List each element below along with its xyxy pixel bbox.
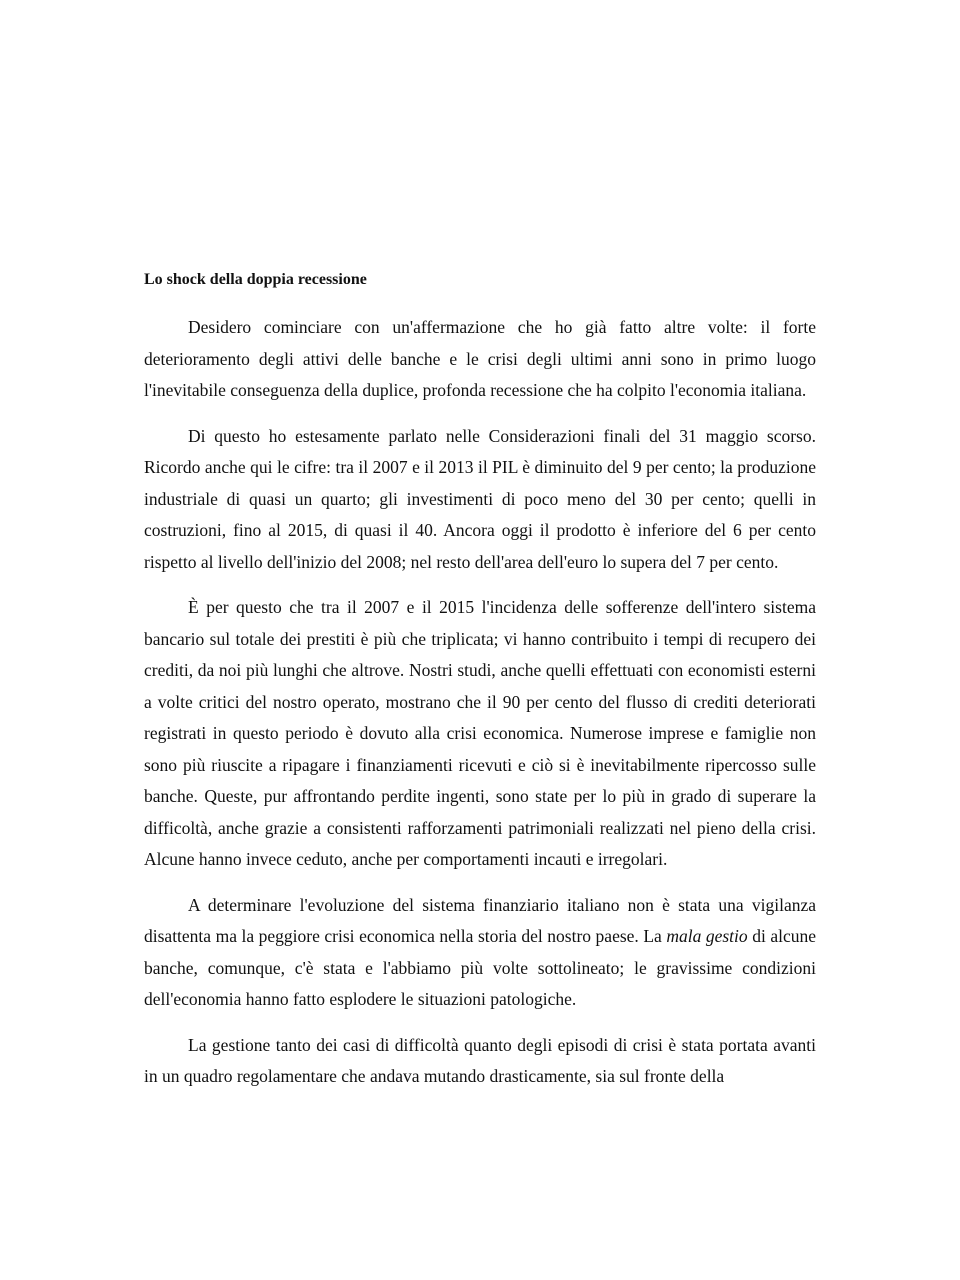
paragraph-1: Desidero cominciare con un'affermazione che ho già fatto altre volte: il forte deterioramento degli attivi delle banche e le crisi degli ultimi anni sono in primo luogo l'inevitabile conseguenza della duplice, profonda recessione che ha colpito l'economia italiana. <box>144 317 816 400</box>
paragraph-3: È per questo che tra il 2007 e il 2015 l'incidenza delle sofferenze dell'intero sistema bancario sul totale dei prestiti è più che triplicata; vi hanno contribuito i tempi di recupero dei crediti, da noi più lunghi che altrove. Nostri studi, anche quelli effettuati con economisti esterni a volte critici del nostro operato, mostrano che il 90 per cento del flusso di crediti deteriorati registrati in questo periodo è dovuto alla crisi economica. Numerose imprese e famiglie non sono più riuscite a ripagare i finanziamenti ricevuti e ciò si è inevitabilmente ripercosso sulle banche. Queste, pur affrontando perdite ingenti, sono state per lo più in grado di superare la difficoltà, anche grazie a consistenti rafforzamenti patrimoniali realizzati nel pieno della crisi. Alcune hanno invece ceduto, anche per comportamenti incauti e irregolari. <box>144 597 816 869</box>
paragraph-4 <box>144 890 816 1016</box>
paragraph-4-italic-term: mala gestio <box>666 926 748 946</box>
paragraph-2: Di questo ho estesamente parlato nelle Considerazioni finali del 31 maggio scorso. Ricordo anche qui le cifre: tra il 2007 e il 2013 il PIL è diminuito del 9 per cento; la produzione industriale di quasi un quarto; gli investimenti di poco meno del 30 per cento; quelli in costruzioni, fino al 2015, di quasi il 40. Ancora oggi il prodotto è inferiore del 6 per cento rispetto al livello dell'inizio del 2008; nel resto dell'area dell'euro lo supera del 7 per cento. <box>144 425 816 572</box>
paragraph-4-text-end: di alcune banche, comunque, c'è stata e l'abbiamo più volte sottolineato; le gravissime condizioni dell'economia hanno fatto esplodere le situazioni patologiche. <box>144 926 816 1009</box>
paragraph-5: La gestione tanto dei casi di difficoltà quanto degli episodi di crisi è stata portata avanti in un quadro regolamentare che andava mutando drasticamente, sia sul fronte della <box>144 1034 816 1086</box>
section-heading: Lo shock della doppia recessione <box>144 271 367 288</box>
paragraph-4-text-start: A determinare l'evoluzione del sistema finanziario italiano non è stata una vigilanza disattenta ma la peggiore crisi economica nella storia del nostro paese. La <box>144 894 816 946</box>
document-body <box>144 270 816 1107</box>
